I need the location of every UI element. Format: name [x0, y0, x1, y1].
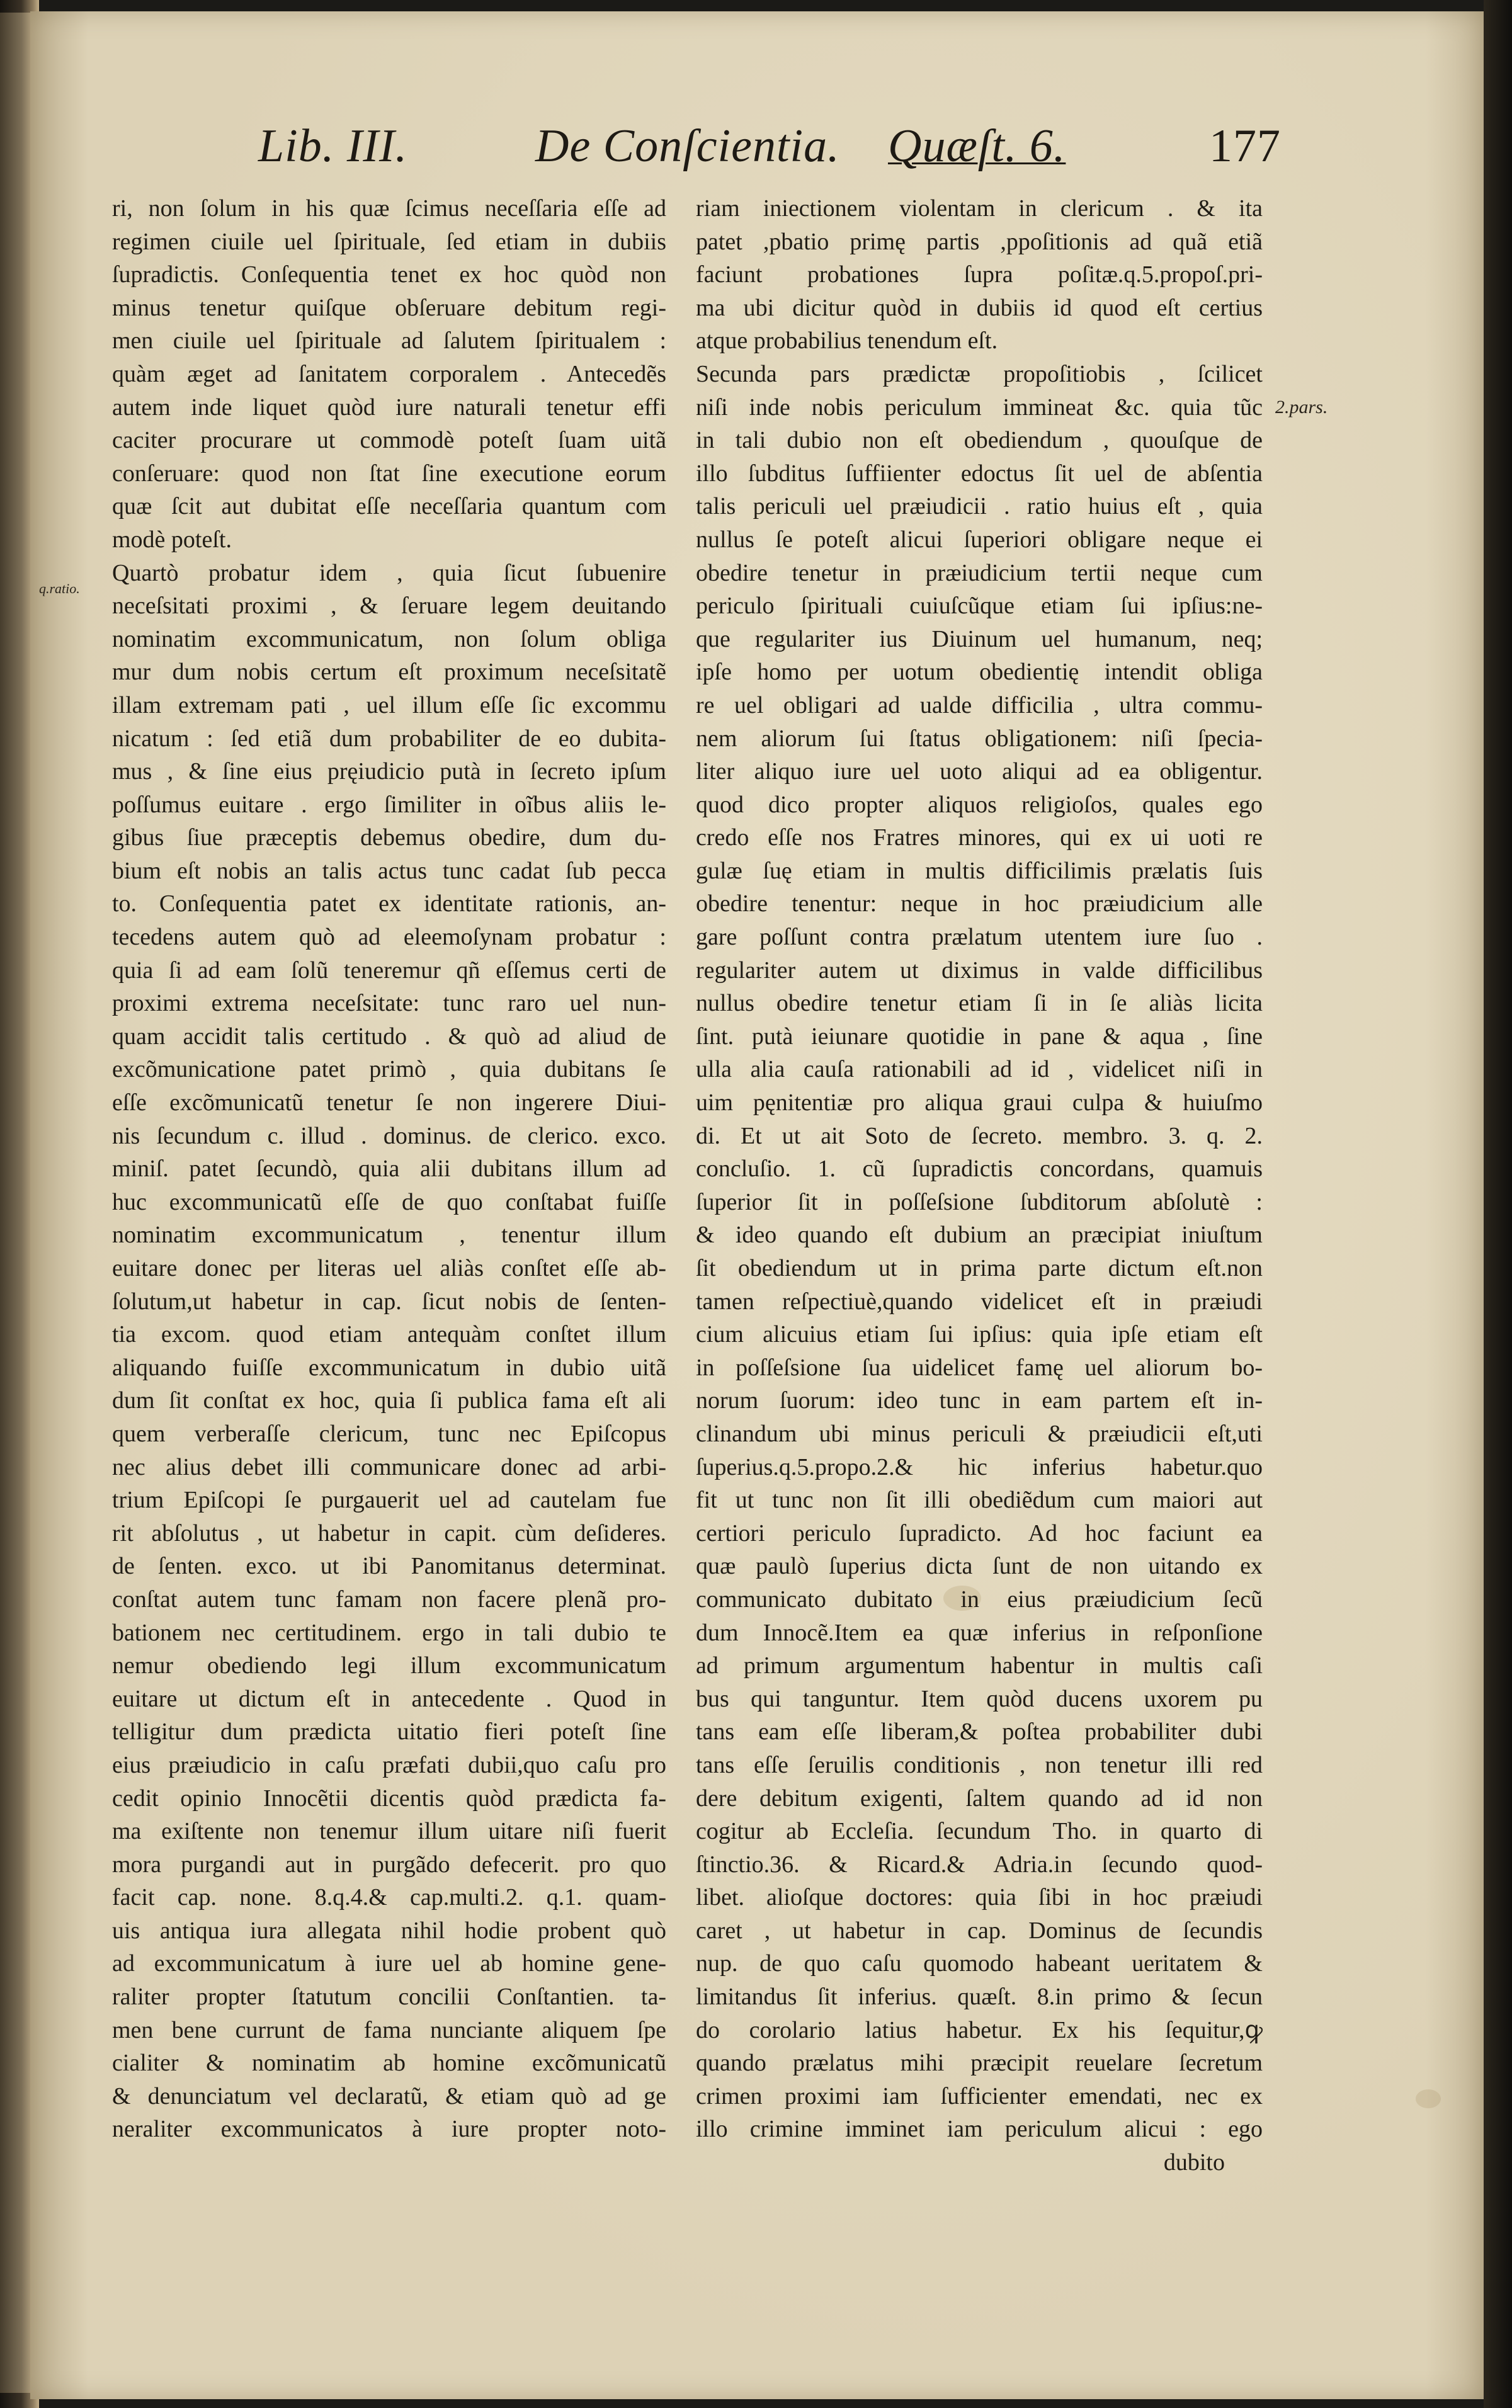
- text-line: ſuperius.q.5.propo.2.& hic inferius habetur.quo: [696, 1453, 1263, 1480]
- text-line: ma ubi dicitur quòd in dubiis id quod eſt certius: [696, 294, 1263, 321]
- text-line: ſit obediendum ut in prima parte dictum eſt.non: [696, 1255, 1263, 1281]
- text-line: nullus obedire tenetur etiam ſi in ſe aliàs licita: [696, 990, 1263, 1017]
- text-line: modè poteſt.: [112, 526, 232, 553]
- text-line: euitare donec per literas uel aliàs conſtet eſſe ab-: [112, 1255, 666, 1281]
- text-line: quando prælatus mihi præcipit reuelare ſecretum: [696, 2050, 1263, 2077]
- text-line: libet. alioſque doctores: quia ſibi in hoc præiudi: [696, 1884, 1263, 1911]
- text-line: Secunda pars prædictæ propoſitiobis , ſcilicet: [696, 360, 1263, 387]
- text-line: men bene currunt de fama nunciante aliquem ſpe: [112, 2016, 666, 2043]
- text-line: crimen proximi iam ſufficienter emendati, nec ex: [696, 2082, 1263, 2110]
- text-line: caciter procurare ut commodè poteſt ſuam uitã: [112, 427, 666, 454]
- text-line: facit cap. none. 8.q.4.& cap.multi.2. q.1. quam-: [112, 1884, 666, 1911]
- text-line: nominatim excommunicatum, non ſolum obliga: [112, 625, 666, 652]
- text-line: nicatum : ſed etiã dum probabiliter de eo dubita-: [112, 725, 666, 752]
- text-line: bationem nec certitudinem. ergo in tali dubio te: [112, 1619, 666, 1646]
- running-header: [258, 120, 1304, 189]
- text-line: certiori periculo ſupradicto. Ad hoc faciunt ea: [696, 1519, 1263, 1547]
- text-line: clinandum ubi minus periculi & præiudicii eſt,uti: [696, 1420, 1263, 1447]
- text-line: ri, non ſolum in his quæ ſcimus neceſſaria eſſe ad: [112, 195, 666, 222]
- text-line: in tali dubio non eſt obediendum , quouſque de: [696, 427, 1263, 454]
- text-line: euitare ut dictum eſt in antecedente . Quod in: [112, 1685, 666, 1712]
- text-line: atque probabilius tenendum eſt.: [696, 327, 998, 355]
- text-line: periculo ſpirituali cuiuſcũque etiam ſui ipſius:ne-: [696, 593, 1263, 620]
- text-line: ſolutum,ut habetur in cap. ſicut nobis de ſenten-: [112, 1288, 666, 1315]
- text-line: do corolario latius habetur. Ex his ſequitur,ꝙ: [696, 2016, 1263, 2043]
- text-line: telligitur dum prædicta uitatio fieri poteſt ſine: [112, 1718, 666, 1746]
- text-line: limitandus ſit inferius. quæſt. 8.in primo & ſecun: [696, 1984, 1263, 2011]
- text-line: patet ,pbatio primę partis ,ppoſitionis ad quã etiã: [696, 228, 1263, 255]
- text-line: uim pęnitentiæ pro aliqua graui culpa & huiuſmo: [696, 1089, 1263, 1116]
- text-line: autem inde liquet quòd iure naturali tenetur effi: [112, 394, 666, 421]
- text-line: nis ſecundum c. illud . dominus. de clerico. exco.: [112, 1122, 666, 1149]
- text-line: mora purgandi aut in purgãdo defecerit. pro quo: [112, 1851, 666, 1878]
- header-title: De Conſcientia.: [535, 120, 840, 172]
- text-line: uis antiqua iura allegata nihil hodie probent quò: [112, 1917, 666, 1944]
- paper-stain: [1416, 2089, 1441, 2108]
- text-line: in poſſeſsione ſua uidelicet famę uel aliorum bo-: [696, 1354, 1263, 1381]
- margin-note-ratio: q.ratio.: [39, 581, 80, 596]
- text-line: raliter propter ſtatutum concilii Conſtantien. ta-: [112, 1984, 666, 2011]
- text-line: proximi extrema neceſsitate: tunc raro uel nun-: [112, 990, 666, 1017]
- text-line: obedire tenentur: neque in hoc præiudicium alle: [696, 890, 1263, 917]
- text-line: tecedens autem quò ad eleemoſynam probatur :: [112, 924, 666, 951]
- text-line: re uel obligari ad ualde difficilia , ultra commu-: [696, 691, 1263, 718]
- text-line: ſupradictis. Conſequentia tenet ex hoc quòd non: [112, 261, 666, 288]
- text-line: excõmunicatione patet primò , quia dubitans ſe: [112, 1056, 666, 1083]
- text-line: ſint. putà ieiunare quotidie in pane & aqua , ſine: [696, 1023, 1263, 1050]
- text-line: neceſsitati proximi , & ſeruare legem deuitando: [112, 593, 666, 620]
- margin-note-partes: 2.pars.: [1275, 397, 1328, 417]
- text-line: dum ſit conſtat ex hoc, quia ſi publica fama eſt ali: [112, 1387, 666, 1414]
- text-line: & denunciatum vel declaratũ, & etiam quò ad ge: [112, 2082, 666, 2110]
- text-line: tans eſſe ſeruilis conditionis , non tenetur illi red: [696, 1751, 1263, 1778]
- text-line: conſeruare: quod non ſtat ſine executione eorum: [112, 460, 666, 487]
- text-line: bium eſt nobis an talis actus tunc cadat ſub pecca: [112, 857, 666, 884]
- text-line: quam accidit talis certitudo . & quò ad aliud de: [112, 1023, 666, 1050]
- text-line: liter aliquo iure uel uoto aliqui ad ea obligentur.: [696, 758, 1263, 785]
- text-line: caret , ut habetur in cap. Dominus de ſecundis: [696, 1917, 1263, 1944]
- text-line: que regulariter ius Diuinum uel humanum, neq;: [696, 625, 1263, 652]
- page-number: 177: [1209, 120, 1281, 172]
- text-line: cium alicuius etiam ſui ipſius: quia ipſe etiam eſt: [696, 1321, 1263, 1348]
- text-line: quæ ſcit aut dubitat eſſe neceſſaria quantum com: [112, 493, 666, 520]
- text-line: faciunt probationes ſupra poſitæ.q.5.propoſ.pri-: [696, 261, 1263, 288]
- text-line: nullus ſe poteſt alicui ſuperiori obligare neque ei: [696, 526, 1263, 553]
- text-line: miniſ. patet ſecundò, quia alii dubitans illum ad: [112, 1156, 666, 1183]
- text-line: nemur obediendo legi illum excommunicatum: [112, 1652, 666, 1679]
- text-column-right: [696, 192, 1263, 2179]
- scan-background: [1484, 0, 1512, 2408]
- text-line: dum Innocẽ.Item ea quæ inferius in reſponſione: [696, 1619, 1263, 1646]
- text-line: eius præiudicio in caſu præfati dubii,quo caſu pro: [112, 1751, 666, 1778]
- text-line: illam extremam pati , uel illum eſſe ſic excommu: [112, 691, 666, 718]
- text-line: riam iniectionem violentam in clericum . & ita: [696, 195, 1263, 222]
- text-line: concluſio. 1. cũ ſupradictis concordans, quamuis: [696, 1156, 1263, 1183]
- text-line: poſſumus euitare . ergo ſimiliter in oĩbus aliis le-: [112, 791, 666, 818]
- text-line: obedire tenetur in præiudicium tertii neque cum: [696, 559, 1263, 586]
- text-line: ad excommunicatum à iure uel ab homine gene-: [112, 1950, 666, 1977]
- text-line: credo eſſe nos Fratres minores, qui ex ui uoti re: [696, 824, 1263, 851]
- text-line: quàm æget ad ſanitatem corporalem . Antecedẽs: [112, 360, 666, 387]
- text-line: mur dum nobis certum eſt proximum neceſsitatẽ: [112, 659, 666, 686]
- text-line: gibus ſiue præceptis debemus obedire, dum du-: [112, 824, 666, 851]
- text-line: tamen reſpectiuè,quando videlicet eſt in præiudi: [696, 1288, 1263, 1315]
- text-line: gare poſſunt contra prælatum utentem iure ſuo .: [696, 924, 1263, 951]
- text-line: nup. de quo caſu quomodo habeant ueritatem &: [696, 1950, 1263, 1977]
- text-line: niſi inde nobis periculum immineat &c. quia tũc: [696, 394, 1263, 421]
- text-line: tans eam eſſe liberam,& poſtea probabiliter dubi: [696, 1718, 1263, 1746]
- text-line: nominatim excommunicatum , tenentur illum: [112, 1222, 666, 1249]
- text-line: bus qui tanguntur. Item quòd ducens uxorem pu: [696, 1685, 1263, 1712]
- text-line: cialiter & nominatim ab homine excõmunicatũ: [112, 2050, 666, 2077]
- text-line: cedit opinio Innocẽtii dicentis quòd prædicta fa-: [112, 1785, 666, 1812]
- text-line: dere debitum exigenti, ſaltem quando ad id non: [696, 1785, 1263, 1812]
- text-line: regulariter autem ut diximus in valde difficilibus: [696, 957, 1263, 984]
- text-line: huc excommunicatũ eſſe de quo conſtabat fuiſſe: [112, 1188, 666, 1215]
- text-line: & ideo quando eſt dubium an præcipiat iniuſtum: [696, 1222, 1263, 1249]
- text-line: nem aliorum ſui ſtatus obligationem: niſi ſpecia-: [696, 725, 1263, 752]
- text-line: mus , & ſine eius pręiudicio putà in ſecreto ipſum: [112, 758, 666, 785]
- text-line: quem verberaſſe clericum, tunc nec Epiſcopus: [112, 1420, 666, 1447]
- text-line: tia excom. quod etiam antequàm conſtet illum: [112, 1321, 666, 1348]
- facing-page-edge: [0, 13, 30, 2393]
- text-line: norum ſuorum: ideo tunc in eam partem eſt in-: [696, 1387, 1263, 1414]
- header-book: Lib. III.: [258, 120, 408, 172]
- text-line: eſſe excõmunicatũ tenetur ſe non ingerere Diui-: [112, 1089, 666, 1116]
- text-line: cogitur ab Eccleſia. ſecundum Tho. in quarto di: [696, 1818, 1263, 1845]
- text-column-left: [112, 192, 666, 2146]
- text-line: di. Et ut ait Soto de ſecreto. membro. 3. q. 2.: [696, 1122, 1263, 1149]
- text-line: to. Conſequentia patet ex identitate rationis, an-: [112, 890, 666, 917]
- text-line: neraliter excommunicatos à iure propter noto-: [112, 2116, 666, 2143]
- header-question: Quæſt. 6.: [888, 120, 1066, 172]
- text-line: ipſe homo per uotum obedientię intendit obliga: [696, 659, 1263, 686]
- text-line: illo ſubditus ſuffiienter edoctus ſit uel de abſentia: [696, 460, 1263, 487]
- text-line: quæ paulò ſuperius dicta ſunt de non uitando ex: [696, 1553, 1263, 1580]
- text-line: men ciuile uel ſpirituale ad ſalutem ſpiritualem :: [112, 327, 666, 355]
- text-line: ulla alia cauſa rationabili ad id , videlicet niſi in: [696, 1056, 1263, 1083]
- text-line: trium Epiſcopi ſe purgauerit uel ad cautelam fue: [112, 1487, 666, 1514]
- text-line: rit abſolutus , ut habetur in capit. cùm deſideres.: [112, 1519, 666, 1547]
- text-line: de ſenten. exco. ut ibi Panomitanus determinat.: [112, 1553, 666, 1580]
- text-line: talis periculi uel præiudicii . ratio huius eſt , quia: [696, 493, 1263, 520]
- text-line: conſtat autem tunc famam non facere plenã pro-: [112, 1586, 666, 1613]
- catchword: dubito: [1163, 2149, 1225, 2176]
- text-line: ſuperior ſit in poſſeſsione ſubditorum abſolutè :: [696, 1188, 1263, 1215]
- text-line: ad primum argumentum habentur in multis caſi: [696, 1652, 1263, 1679]
- text-line: quia ſi ad eam ſolũ teneremur qñ eſſemus certi de: [112, 957, 666, 984]
- text-line: nec alius debet illi communicare donec ad arbi-: [112, 1453, 666, 1480]
- text-line: fit ut tunc non ſit illi obediẽdum cum maiori aut: [696, 1487, 1263, 1514]
- text-line: illo crimine imminet iam periculum alicui : ego: [696, 2116, 1263, 2143]
- text-line: quod dico propter aliquos religioſos, quales ego: [696, 791, 1263, 818]
- text-line: Quartò probatur idem , quia ſicut ſubuenire: [112, 559, 666, 586]
- text-line: regimen ciuile uel ſpirituale, ſed etiam in dubiis: [112, 228, 666, 255]
- text-line: aliquando fuiſſe excommunicatum in dubio uitã: [112, 1354, 666, 1381]
- text-line: gulæ ſuę etiam in multis difficilimis prælatis ſuis: [696, 857, 1263, 884]
- text-line: minus tenetur quiſque obſeruare debitum regi-: [112, 294, 666, 321]
- text-line: ſtinctio.36. & Ricard.& Adria.in ſecundo quod-: [696, 1851, 1263, 1878]
- text-line: communicato dubitato in eius præiudicium ſecũ: [696, 1586, 1263, 1613]
- text-line: ma exiſtente non tenemur illum uitare niſi fuerit: [112, 1818, 666, 1845]
